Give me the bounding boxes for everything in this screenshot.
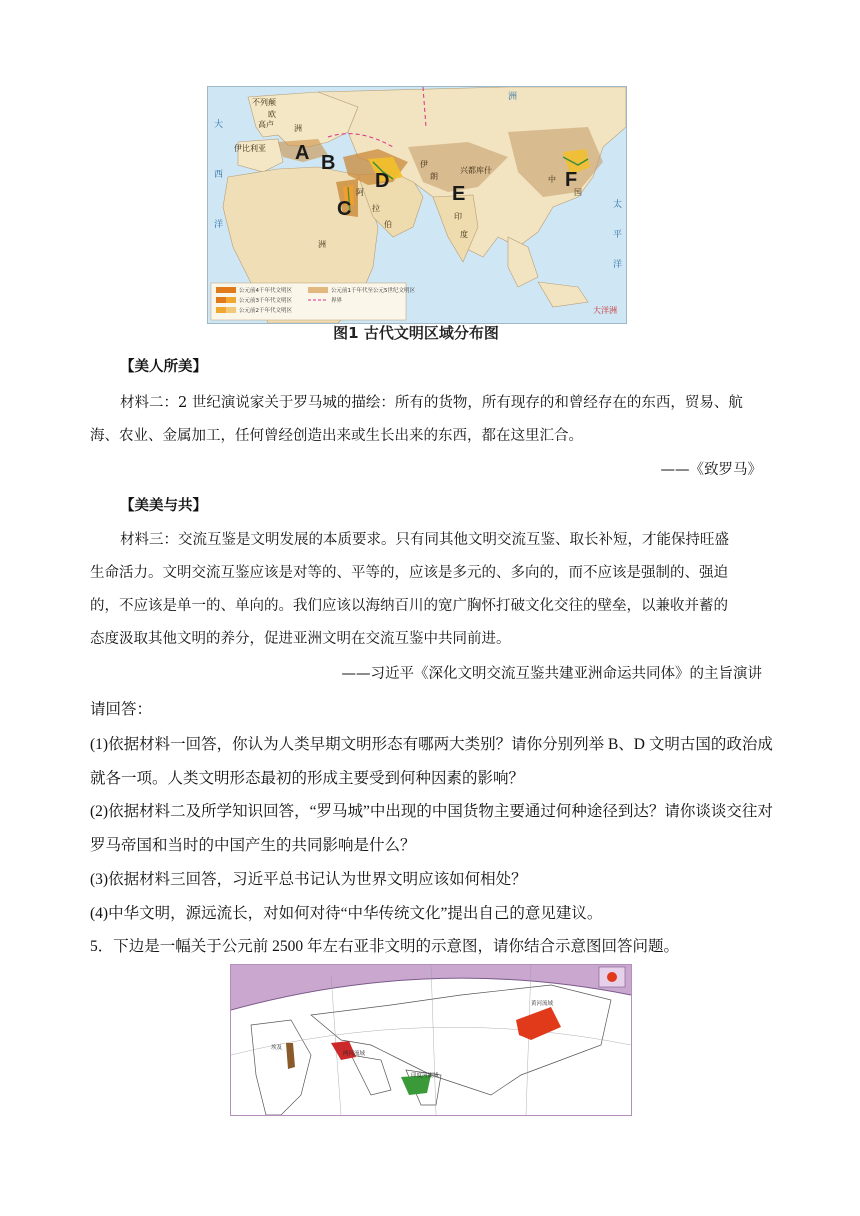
place-label: 国 xyxy=(574,188,582,197)
material-source: ——《致罗马》 xyxy=(660,462,762,478)
legend-label: 公元前2千年代文明区 xyxy=(239,308,292,314)
place-label: 度 xyxy=(460,230,468,239)
question-2: (2)依据材料二及所学知识回答，“罗马城”中出现的中国货物主要通过何种途径到达？请你谈谈交往对 xyxy=(90,803,773,820)
civilization-map xyxy=(207,86,627,324)
ocean-label: 太 xyxy=(613,200,623,210)
region-letter-c: C xyxy=(337,198,352,220)
place-label: 拉 xyxy=(372,204,380,213)
material-text: 态度汲取其他文明的养分，促进亚洲文明在交流互鉴中共同前进。 xyxy=(90,631,511,647)
place-label: 不列颠 xyxy=(252,98,276,107)
map2-label: 埃及 xyxy=(271,1045,283,1051)
map2-label: 印度河流域 xyxy=(411,1073,439,1079)
legend-label: 公元前4千年代文明区 xyxy=(239,288,292,294)
ocean-label: 西 xyxy=(214,170,224,180)
material-text: 的，不应该是单一的、单向的。我们应该以海纳百川的宽广胸怀打破文化交往的壁垒，以兼收并蓄的 xyxy=(90,598,728,614)
question-4: (4)中华文明，源远流长，对如何对待“中华传统文化”提出自己的意见建议。 xyxy=(90,905,603,922)
legend-label: 界界 xyxy=(331,298,343,304)
region-letter-a: A xyxy=(295,142,310,164)
material-source: ——习近平《深化文明交流互鉴共建亚洲命运共同体》的主旨演讲 xyxy=(341,666,762,682)
question-1: (1)依据材料一回答，你认为人类早期文明形态有哪两大类别？请你分别列举 B、D 文明古国的政治成 xyxy=(90,736,773,753)
place-label: 洲 xyxy=(318,240,326,249)
ocean-label: 洲 xyxy=(508,92,518,102)
material-text: 海、农业、金属加工，任何曾经创造出来或生长出来的东西，都在这里汇合。 xyxy=(90,428,583,444)
legend-label: 公元前3千年代文明区 xyxy=(239,298,292,304)
ocean-label: 洋 xyxy=(613,260,623,270)
question-5: 5．下边是一幅关于公元前 2500 年左右亚非文明的示意图，请你结合示意图回答问题。 xyxy=(90,938,680,955)
place-label: 欧 xyxy=(268,110,276,119)
figure-caption: 图1 古代文明区域分布图 xyxy=(333,324,499,342)
ocean-label: 平 xyxy=(613,230,623,240)
map2-label: 两河流域 xyxy=(343,1051,366,1057)
place-label: 高卢 xyxy=(258,120,274,129)
place-label: 洲 xyxy=(294,124,302,133)
section-heading: 【美美与共】 xyxy=(120,497,207,514)
asia-africa-civilization-map xyxy=(230,964,632,1116)
map-legend xyxy=(211,283,415,320)
material-text: 材料二：2 世纪演说家关于罗马城的描绘：所有的货物，所有现存的和曾经存在的东西，贸易、航 xyxy=(120,395,743,411)
place-label: 朗 xyxy=(430,172,438,181)
legend-label: 公元前1千年代至公元5世纪文明区 xyxy=(331,288,415,294)
place-label: 印 xyxy=(454,212,462,221)
region-letter-b: B xyxy=(321,152,336,174)
material-text: 材料三：交流互鉴是文明发展的本质要求。只有同其他文明交流互鉴、取长补短，才能保持旺盛 xyxy=(120,532,729,548)
region-letter-e: E xyxy=(452,183,466,205)
question-2-cont: 罗马帝国和当时的中国产生的共同影响是什么？ xyxy=(90,837,416,854)
material-text: 生命活力。文明交流互鉴应该是对等的、平等的，应该是多元的、多向的，而不应该是强制的、强迫 xyxy=(90,565,728,581)
place-label: 中 xyxy=(548,175,556,184)
region-letter-d: D xyxy=(375,170,390,192)
place-label: 阿 xyxy=(356,188,364,197)
region-letter-f: F xyxy=(565,169,578,191)
place-label: 伯 xyxy=(384,220,392,229)
question-1-cont: 就各一项。人类文明形态最初的形成主要受到何种因素的影响？ xyxy=(90,770,525,787)
place-label: 伊 xyxy=(420,160,428,169)
place-label: 伊比利亚 xyxy=(234,144,266,153)
place-label: 兴都库什 xyxy=(460,166,492,175)
map2-label: 黄河流域 xyxy=(531,1001,554,1007)
ocean-label: 洋 xyxy=(214,220,224,230)
ocean-label: 大洋洲 xyxy=(593,306,617,315)
section-heading: 【美人所美】 xyxy=(120,358,207,375)
ocean-label: 大 xyxy=(214,120,224,130)
answer-prompt: 请回答： xyxy=(90,701,153,718)
question-3: (3)依据材料三回答，习近平总书记认为世界文明应该如何相处？ xyxy=(90,871,527,888)
